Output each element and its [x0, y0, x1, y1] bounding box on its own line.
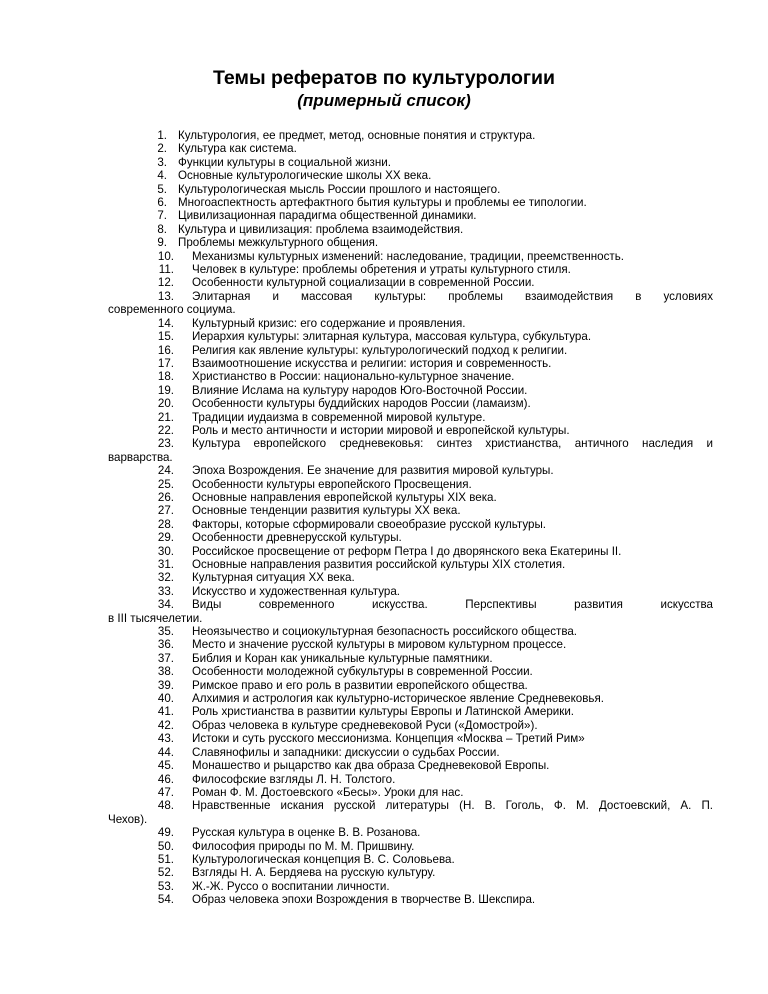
list-item-continuation: варварства. — [108, 450, 173, 464]
list-item-text: Алхимия и астрология как культурно-историческое явление Средневековья. — [192, 692, 604, 706]
list-item-text: Истоки и суть русского мессионизма. Концепция «Москва – Третий Рим» — [192, 732, 585, 746]
list-item-continuation: Чехов). — [108, 812, 148, 826]
list-item — [108, 156, 713, 169]
list-item-number: 6. — [157, 196, 167, 210]
list-item-number: 9. — [157, 236, 167, 250]
list-item — [108, 719, 713, 732]
list-item-text: Элитарная и массовая культуры: проблемы взаимодействия в условиях — [192, 289, 713, 303]
list-item — [108, 598, 713, 625]
list-item-text: Иерархия культуры: элитарная культура, массовая культура, субкультура. — [192, 330, 592, 344]
list-item-text: Взгляды Н. А. Бердяева на русскую культуру. — [192, 866, 436, 880]
list-item-text: Роль христианства в развитии культуры Европы и Латинской Америки. — [192, 705, 575, 719]
list-item-text: Функции культуры в социальной жизни. — [178, 155, 391, 169]
list-item-text: Образ человека эпохи Возрождения в творчестве В. Шекспира. — [192, 893, 536, 907]
list-item — [108, 223, 713, 236]
list-item-number: 30. — [157, 544, 174, 558]
list-item — [108, 893, 713, 906]
list-item — [108, 705, 713, 718]
list-item-number: 7. — [157, 209, 167, 223]
list-item-text: Искусство и художественная культура. — [192, 584, 400, 598]
list-item — [108, 290, 713, 317]
list-item-text: Культура как система. — [178, 142, 297, 156]
list-item-number: 32. — [157, 571, 174, 585]
list-item-number: 8. — [157, 222, 167, 236]
list-item-number: 25. — [157, 477, 174, 491]
list-item — [108, 397, 713, 410]
list-item-text: Культура европейского средневековья: синтез христианства, античного наследия и — [192, 437, 713, 451]
list-item-number: 34. — [157, 598, 174, 612]
list-item-number: 11. — [158, 263, 174, 277]
list-item — [108, 652, 713, 665]
list-item-text: Культурологическая концепция В. С. Соловьева. — [192, 852, 455, 866]
list-item — [108, 370, 713, 383]
list-item — [108, 464, 713, 477]
list-item-number: 18. — [157, 370, 174, 384]
list-item-number: 52. — [157, 866, 174, 880]
list-item-number: 43. — [157, 732, 174, 746]
list-item — [108, 129, 713, 142]
list-item-text: Человек в культуре: проблемы обретения и утраты культурного стиля. — [192, 263, 571, 277]
list-item — [108, 665, 713, 678]
list-item-continuation: в III тысячелетии. — [108, 611, 203, 625]
list-item-number: 2. — [157, 142, 167, 156]
list-item — [108, 196, 713, 209]
list-item-number: 50. — [157, 839, 174, 853]
list-item — [108, 638, 713, 651]
list-item — [108, 746, 713, 759]
list-item — [108, 384, 713, 397]
list-item-number: 19. — [157, 383, 174, 397]
list-item — [108, 142, 713, 155]
list-item — [108, 732, 713, 745]
list-item-number: 21. — [157, 410, 174, 424]
list-item-text: Особенности древнерусской культуры. — [192, 531, 402, 545]
list-item — [108, 344, 713, 357]
list-item-text: Культура и цивилизация: проблема взаимодействия. — [178, 222, 464, 236]
list-item — [108, 585, 713, 598]
list-item — [108, 317, 713, 330]
list-item — [108, 437, 713, 464]
list-item-number: 10. — [157, 249, 174, 263]
list-item-text: Русская культура в оценке В. В. Розанова. — [192, 826, 421, 840]
list-item-text: Российское просвещение от реформ Петра I до дворянского века Екатерины II. — [192, 544, 622, 558]
list-item-number: 1. — [157, 129, 167, 142]
list-item-number: 23. — [157, 437, 174, 451]
list-item — [108, 183, 713, 196]
list-item-text: Место и значение русской культуры в мировом культурном процессе. — [192, 638, 567, 652]
list-item-number: 17. — [157, 356, 174, 370]
list-item-text: Особенности культурной социализации в современной России. — [192, 276, 535, 290]
list-item-text: Роман Ф. М. Достоевского «Бесы». Уроки для нас. — [192, 785, 464, 799]
list-item-text: Факторы, которые сформировали своеобразие русской культуры. — [192, 517, 547, 531]
list-item — [108, 880, 713, 893]
list-item-number: 48. — [157, 799, 174, 813]
page-title: Темы рефератов по культурологии — [212, 67, 555, 89]
list-item-text: Библия и Коран как уникальные культурные памятники. — [192, 651, 493, 665]
list-item-number: 5. — [157, 182, 167, 196]
list-item — [108, 773, 713, 786]
list-item-number: 28. — [157, 517, 174, 531]
list-item — [108, 679, 713, 692]
list-item-text: Основные направления европейской культуры XIX века. — [192, 490, 497, 504]
list-item-text: Эпоха Возрождения. Ее значение для развития мировой культуры. — [192, 464, 554, 478]
list-item — [108, 759, 713, 772]
list-item-number: 24. — [157, 464, 174, 478]
list-item — [108, 478, 713, 491]
list-item-number: 31. — [157, 558, 174, 571]
list-item-number: 16. — [157, 343, 174, 357]
list-item-number: 29. — [157, 531, 174, 545]
list-item-text: Проблемы межкультурного общения. — [178, 236, 379, 250]
list-item — [108, 236, 713, 249]
list-item-text: Культурологическая мысль России прошлого и настоящего. — [178, 182, 501, 196]
list-item-number: 51. — [157, 852, 174, 866]
list-item-text: Особенности культуры буддийских народов России (ламаизм). — [192, 397, 531, 411]
list-item-text: Виды современного искусства. Перспективы развития искусства — [192, 598, 713, 612]
list-item — [108, 411, 713, 424]
list-item-number: 40. — [157, 692, 174, 706]
list-item-text: Культурная ситуация XX века. — [192, 571, 355, 585]
list-item — [108, 263, 713, 276]
list-item-text: Основные направления развития российской культуры XIX столетия. — [192, 558, 566, 571]
list-item-text: Культурология, ее предмет, метод, основные понятия и структура. — [178, 129, 536, 142]
list-item-text: Механизмы культурных изменений: наследование, традиции, преемственность. — [192, 249, 624, 263]
list-item-number: 42. — [157, 718, 174, 732]
list-item — [108, 799, 713, 826]
list-item — [108, 357, 713, 370]
list-item-text: Славянофилы и западники: дискуссии о судьбах России. — [192, 745, 500, 759]
list-item-number: 20. — [157, 397, 174, 411]
list-item — [108, 571, 713, 584]
topic-list — [108, 129, 713, 907]
list-item — [108, 866, 713, 879]
list-item-text: Христианство в России: национально-культурное значение. — [192, 370, 515, 384]
list-item-text: Многоаспектность артефактного бытия культуры и проблемы ее типологии. — [178, 196, 587, 210]
list-item-number: 49. — [157, 826, 174, 840]
list-item-continuation: современного социума. — [108, 303, 236, 317]
list-item-number: 26. — [157, 490, 174, 504]
list-item — [108, 826, 713, 839]
list-item-number: 38. — [157, 665, 174, 679]
list-item-number: 15. — [157, 330, 174, 344]
list-item-text: Монашество и рыцарство как два образа Средневековой Европы. — [192, 759, 550, 773]
list-item-number: 14. — [157, 316, 174, 330]
list-item — [108, 625, 713, 638]
list-item-number: 53. — [157, 879, 174, 893]
list-item-number: 39. — [157, 678, 174, 692]
list-item-text: Культурный кризис: его содержание и проявления. — [192, 316, 466, 330]
list-item-number: 35. — [157, 625, 174, 639]
list-item — [108, 504, 713, 517]
list-item — [108, 692, 713, 705]
list-item-number: 44. — [157, 745, 174, 759]
list-item-number: 22. — [157, 423, 174, 437]
list-item — [108, 518, 713, 531]
list-item-text: Влияние Ислама на культуру народов Юго-Восточной России. — [192, 383, 528, 397]
list-item-number: 46. — [157, 772, 174, 786]
list-item — [108, 786, 713, 799]
list-item-number: 12. — [157, 276, 174, 290]
page-subtitle: (примерный список) — [297, 91, 471, 110]
list-item-number: 33. — [157, 584, 174, 598]
list-item-text: Цивилизационная парадигма общественной динамики. — [178, 209, 477, 223]
list-item — [108, 209, 713, 222]
list-item — [108, 276, 713, 289]
list-item-text: Нравственные искания русской литературы (Н. В. Гоголь, Ф. М. Достоевский, А. П. — [192, 799, 713, 813]
list-item-number: 3. — [157, 155, 167, 169]
list-item-text: Особенности молодежной субкультуры в современной России. — [192, 665, 533, 679]
list-item — [108, 330, 713, 343]
list-item-number: 37. — [157, 651, 174, 665]
list-item-number: 4. — [157, 169, 167, 183]
list-item-text: Философские взгляды Л. Н. Толстого. — [192, 772, 396, 786]
list-item-number: 36. — [157, 638, 174, 652]
list-item-number: 41. — [157, 705, 174, 719]
list-item-text: Основные тенденции развития культуры XX века. — [192, 504, 461, 518]
list-item-number: 27. — [157, 504, 174, 518]
list-item — [108, 531, 713, 544]
list-item-text: Основные культурологические школы XX века. — [178, 169, 432, 183]
list-item-text: Роль и место античности и истории мировой и европейской культуры. — [192, 423, 570, 437]
list-item — [108, 840, 713, 853]
list-item-text: Римское право и его роль в развитии европейского общества. — [192, 678, 528, 692]
list-item-text: Ж.-Ж. Руссо о воспитании личности. — [192, 879, 390, 893]
list-item-text: Неоязычество и социокультурная безопасность российского общества. — [192, 625, 578, 639]
list-item-number: 45. — [157, 759, 174, 773]
list-item — [108, 169, 713, 182]
list-item-text: Образ человека в культуре средневековой Руси («Домострой»). — [192, 718, 538, 732]
list-item-text: Взаимоотношение искусства и религии: история и современность. — [192, 356, 552, 370]
list-item — [108, 545, 713, 558]
list-item — [108, 424, 713, 437]
list-item — [108, 853, 713, 866]
list-item — [108, 491, 713, 504]
list-item-number: 54. — [157, 893, 174, 907]
list-item — [108, 558, 713, 571]
list-item-text: Философия природы по М. М. Пришвину. — [192, 839, 415, 853]
list-item-text: Традиции иудаизма в современной мировой культуре. — [192, 410, 486, 424]
list-item — [108, 250, 713, 263]
list-item-number: 47. — [157, 785, 174, 799]
list-item-text: Религия как явление культуры: культурологический подход к религии. — [192, 343, 568, 357]
list-item-text: Особенности культуры европейского Просвещения. — [192, 477, 472, 491]
list-item-number: 13. — [157, 289, 174, 303]
